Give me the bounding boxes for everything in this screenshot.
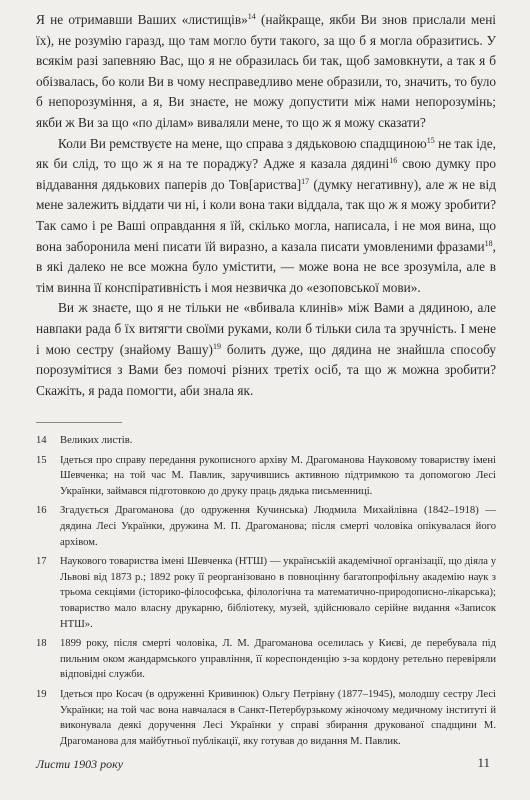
text: Ви ж знаєте, що я не тільки не «вбивала клинів» між Вами а дядиною, але навпаки рада б їх витягти своїми руками, коли б тільки сила та зручність. І мене і мою сестру (знайому Вашу) (36, 300, 496, 357)
footnote-ref-18[interactable]: 18 (484, 238, 493, 248)
text: (думку негативну), але ж не від мене залежить віддати чи ні, і коли вона таки віддала, так що ж я можу зробити? Так само і ре Ваші оправдання я їй, скілько могла, написала, і не моя вина, що вона заборонила мені писати їй виразно, а казала писати умовленими фразами (36, 176, 496, 254)
footnote-17 (36, 554, 496, 632)
text: Коли Ви ремствуєте на мене, що справа з дядьковою спадщиною (58, 135, 427, 151)
footnote-number: 18 (36, 638, 47, 650)
page-number: 11 (477, 755, 490, 770)
footnote-number: 19 (36, 688, 47, 700)
text: свою думку про віддавання дядькових паперів до Тов[ариства] (36, 156, 496, 192)
letter-body (36, 10, 496, 401)
running-footer-title: Листи 1903 року (36, 757, 124, 771)
footnote-ref-15[interactable]: 15 (426, 135, 435, 145)
text: (найкраще, якби Ви знов прислали мені їх), не розумію гаразд, що там могло бути такого, за що б я могла образитись. У всякім разі запевняю Вас, що я не образилась би так, щоб замовкнути, а так я б обізвалась, бо коли Ви в чому несправедливо мене образили, то, значить, то було б непорозуміння, а я, Ви знаєте, не можу допустити між нами непорозумінь; якби ж Ви за що «по ділам» виваляли мене, то що ж я можу сказати? (36, 12, 497, 130)
footnote-ref-14[interactable]: 14 (247, 12, 256, 21)
footnote-16 (36, 503, 496, 550)
paragraph-1 (36, 10, 496, 134)
footnote-ref-16[interactable]: 16 (389, 156, 398, 166)
text: болить дуже, що дядина не знайшла способу порозумітися з Вами без помочі різних третіх осіб, та що ж можна зробити? Скажіть, я рада помогти, аби знала як. (36, 341, 496, 398)
footnote-text: Великих листів. (60, 435, 133, 446)
footnote-number: 16 (36, 505, 47, 517)
footnote-text: Ідеться про справу передання рукописного архіву М. Драгоманова Науковому товариству імені Шевченка; на той час М. Павлик, заручившись активною підтримкою та допомогою Лесі Українки, займався підготовкою до друку праць дядька письменниці. (60, 454, 496, 497)
footnote-text: Ідеться про Косач (в одруженні Кривинюк) Ольгу Петрівну (1877–1945), молодшу сестру Лесі Українки; на той час вона навчалася в Санкт-Петербурзькому жіночому медичному інституті й виконувала деякі доручення Лесі Українки у справі збирання друкованої спадщини М. Драгоманова для майбутньої публікації, яку готував до видання М. Павлик. (60, 688, 496, 747)
footnote-number: 14 (36, 435, 47, 446)
paragraph-2 (36, 134, 496, 299)
footnote-18 (36, 636, 496, 683)
footnote-number: 15 (36, 454, 47, 466)
text: не так іде, як би слід, то що ж я на те пораджу? Адже я казала дядині (36, 135, 496, 172)
footnote-text: Згадується Драгоманова (до одруження Кучинська) Людмила Михайлівна (1842–1918) — дядина Лесі Українки, дружина М. П. Драгоманова; після смерті чоловіка опікувалася його архівом. (60, 505, 496, 548)
footnote-19 (36, 687, 496, 749)
footnote-ref-19[interactable]: 19 (212, 341, 221, 351)
footnote-text: 1899 року, після смерті чоловіка, Л. М. Драгоманова оселилась у Києві, де перебувала під пильним оком жандармського управління, її кореспонденцію з-за кордону ретельно перевіряли відповідні служби. (60, 638, 496, 681)
footnote-number: 17 (36, 556, 47, 568)
text: , в які далеко не все можна було умістити, — може вона не все зрозуміла, але в тім винна її конспіративність і моя незвичка до «езоповської мови». (36, 238, 496, 295)
footnote-15 (36, 453, 496, 500)
footnote-ref-17[interactable]: 17 (301, 176, 310, 186)
footnote-divider (36, 422, 122, 423)
footnote-14 (36, 433, 496, 449)
paragraph-3 (36, 298, 496, 401)
footnotes (36, 433, 496, 753)
footnote-text: Наукового товариства імені Шевченка (НТШ) — українській академічної організації, що діяла у Львові від 1873 р.; 1892 року її реорганізовано в повноцінну багатопрофільну академію наук з трьома секціями (історико-філософська, філологічна та математично-природописно-лікарська); товариство мало власну друкарню, бібліотеку, музей, здійснювало серійне видання «Записок НТШ». (60, 556, 496, 630)
text: Я не отримавши Ваших «листищів» (36, 12, 248, 27)
